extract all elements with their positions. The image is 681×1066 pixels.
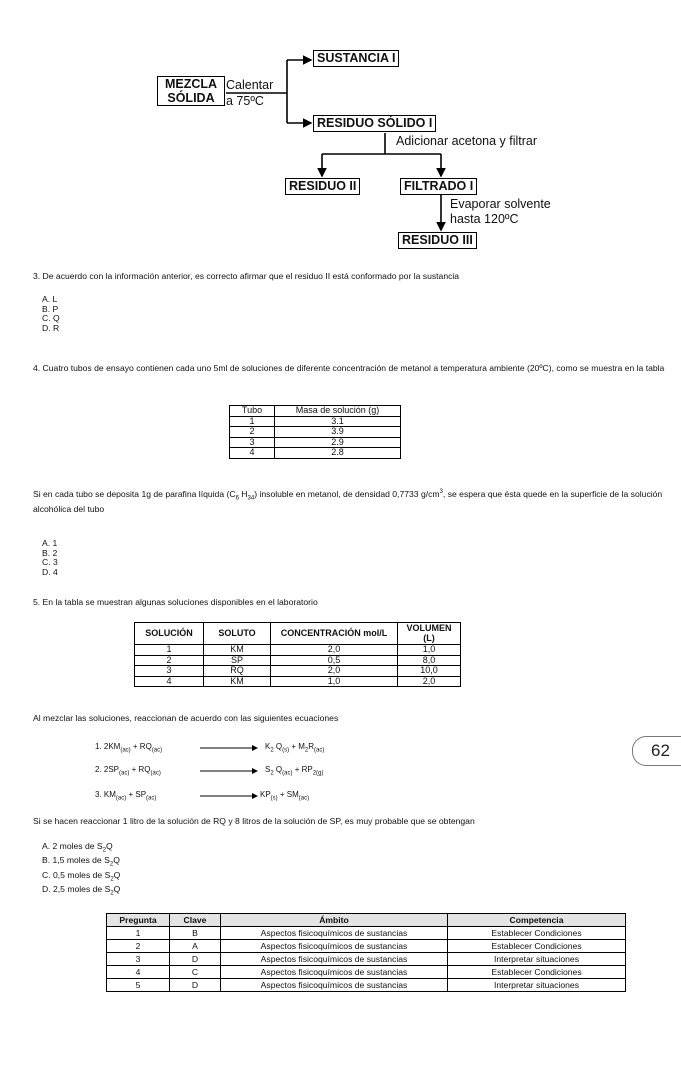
answer-key-table: [106, 913, 626, 992]
eq2-left: 2. $2SP_{(ac)} + RQ_{(ac)}$: [95, 765, 161, 777]
answer-header-scope: Ámbito: [221, 914, 448, 927]
cell: Establecer Condiciones: [448, 940, 626, 953]
mass-cell: 2.8: [275, 448, 401, 459]
concentration-header: CONCENTRACIÓN mol/L: [271, 623, 398, 645]
residue-3-box: RESIDUO III: [398, 232, 477, 249]
q5-tail: Q: [113, 855, 120, 866]
reaction-arrow: [200, 768, 258, 774]
cell: 3: [135, 666, 204, 677]
mass-cell: 3.9: [275, 427, 401, 438]
q3-option-b[interactable]: B. P: [42, 303, 59, 314]
flow-arrows: [0, 0, 681, 270]
cell: B: [170, 927, 221, 940]
mass-cell: 3.1: [275, 416, 401, 427]
q5-tail: Q: [113, 883, 121, 894]
cell: 8,0: [398, 655, 461, 666]
substance-1-box: SUSTANCIA I: [313, 50, 399, 67]
q4-option-c[interactable]: C. 3: [42, 557, 58, 568]
q3-option-d[interactable]: D. R: [42, 322, 60, 333]
q3-option-c[interactable]: C. Q: [42, 313, 60, 324]
heat-label-line-2: a 75ºC: [226, 94, 264, 108]
cell: Interpretar situaciones: [448, 953, 626, 966]
reaction-arrow: [200, 793, 258, 799]
q5-sub: 2: [110, 876, 114, 883]
tube-cell: 2: [230, 427, 275, 438]
q5-option-c[interactable]: [42, 871, 120, 885]
table-row: [107, 966, 626, 979]
cell: RQ: [204, 666, 271, 677]
cell: 2,0: [271, 666, 398, 677]
residue-solid-1-box: RESIDUO SÓLIDO I: [313, 115, 436, 132]
q5-sub: 2: [102, 847, 107, 854]
q4-option-d[interactable]: D. 4: [42, 566, 58, 577]
cell: KM: [204, 645, 271, 656]
table-row: [135, 655, 461, 666]
eq2-right: $S_2$ $Q_{(ac)} + RP_{2(g)}$: [265, 765, 324, 777]
tube-cell: 4: [230, 448, 275, 459]
q5-option-a[interactable]: [42, 842, 120, 856]
q5-option-c-text: C. 0,5 moles de S: [42, 869, 111, 880]
q4-text-part: , se espera que ésta quede en la superficie de la solución alcohólica del tubo: [33, 488, 663, 515]
equation-3: [95, 790, 355, 802]
question-5-prompt: Si se hacen reaccionar 1 litro de la solución de RQ y 8 litros de la solución de SP, es muy probable que se obtengan: [33, 816, 475, 826]
cell: 5: [107, 979, 170, 992]
cell: Establecer Condiciones: [448, 927, 626, 940]
q4-sup: 3: [439, 489, 443, 495]
cell: 2: [135, 655, 204, 666]
tube-cell: 3: [230, 437, 275, 448]
question-4-options: [42, 539, 58, 577]
table-row: [107, 979, 626, 992]
table-row: [230, 416, 401, 427]
cell: 1,0: [271, 676, 398, 687]
solutions-table: [134, 622, 461, 687]
table-row: [107, 953, 626, 966]
equation-2: [95, 765, 355, 777]
q4-option-a[interactable]: A. 1: [42, 538, 58, 548]
cell: Aspectos fisicoquímicos de sustancias: [221, 927, 448, 940]
q5-option-d-text: D. 2,5 moles de S: [42, 883, 111, 894]
answer-header-key: Clave: [170, 914, 221, 927]
q5-sub: 2: [109, 862, 114, 869]
mixture-line-1: MEZCLA: [164, 77, 218, 91]
cell: 2,0: [398, 676, 461, 687]
evaporate-line-1: Evaporar solvente: [450, 197, 551, 211]
cell: 2: [107, 940, 170, 953]
acetone-label: Adicionar acetona y filtrar: [396, 134, 538, 148]
answer-header-competence: Competencia: [448, 914, 626, 927]
answer-header-question: Pregunta: [107, 914, 170, 927]
mixture-line-2: SÓLIDA: [167, 91, 215, 105]
table-row: [230, 437, 401, 448]
cell: 4: [135, 676, 204, 687]
cell: Aspectos fisicoquímicos de sustancias: [221, 966, 448, 979]
cell: 10,0: [398, 666, 461, 677]
q4-text-part: ) insoluble en metanol, de densidad 0,7733 g/cm: [254, 488, 440, 499]
question-4-text-2: [33, 487, 673, 515]
solute-header: SOLUTO: [204, 623, 271, 645]
filtrate-1-box: FILTRADO I: [400, 178, 477, 195]
q4-sub: 6: [235, 495, 239, 502]
cell: SP: [204, 655, 271, 666]
q5-sub: 2: [110, 890, 114, 897]
reaction-arrow: [200, 745, 258, 751]
tube-table: [229, 405, 401, 459]
question-3-options: [42, 295, 60, 333]
residue-2-box: RESIDUO II: [285, 178, 360, 195]
solution-header: SOLUCIÓN: [135, 623, 204, 645]
mass-cell: 2.9: [275, 437, 401, 448]
table-row: [230, 448, 401, 459]
cell: 2,0: [271, 645, 398, 656]
question-3-text: 3. De acuerdo con la información anterior, es correcto afirmar que el residuo II está conformado por la sustancia: [33, 271, 460, 281]
table-row: [107, 940, 626, 953]
q5-option-a-text: A. 2 moles de S: [42, 841, 103, 851]
mass-header: Masa de solución (g): [275, 406, 401, 417]
q4-option-b[interactable]: B. 2: [42, 547, 58, 558]
cell: C: [170, 966, 221, 979]
volume-header: VOLUMEN (L): [398, 623, 461, 645]
table-row: [135, 645, 461, 656]
q5-option-b-text: B. 1,5 moles de S: [42, 855, 110, 866]
evaporate-line-2: hasta 120ºC: [450, 212, 519, 226]
tube-cell: 1: [230, 416, 275, 427]
heat-label-line-1: Calentar: [226, 78, 274, 92]
q5-option-b[interactable]: [42, 856, 120, 870]
mix-text: Al mezclar las soluciones, reaccionan de acuerdo con las siguientes ecuaciones: [33, 713, 339, 723]
cell: KM: [204, 676, 271, 687]
cell: 0,5: [271, 655, 398, 666]
table-row: [135, 666, 461, 677]
cell: Aspectos fisicoquímicos de sustancias: [221, 953, 448, 966]
cell: 1,0: [398, 645, 461, 656]
eq1-left: 1. $2KM_{(ac)} + RQ_{(ac)}$: [95, 742, 163, 754]
cell: D: [170, 953, 221, 966]
cell: 1: [107, 927, 170, 940]
q4-text-part: Si en cada tubo se deposita 1g de parafina líquida (C: [33, 488, 236, 499]
eq1-right: $K_2$ $Q_{(s)} + M_2R_{(ac)}$: [265, 742, 325, 754]
cell: D: [170, 979, 221, 992]
cell: A: [170, 940, 221, 953]
table-row: [135, 676, 461, 687]
table-row: [230, 427, 401, 438]
q5-tail: Q: [106, 841, 113, 851]
eq3-left: 3. $KM_{(ac)} + SP_{(ac)}$: [95, 790, 157, 802]
equation-1: [95, 742, 355, 754]
cell: 3: [107, 953, 170, 966]
cell: Establecer Condiciones: [448, 966, 626, 979]
tube-header: Tubo: [230, 406, 275, 417]
page-number-tab: 62: [632, 736, 681, 766]
question-4-text: 4. Cuatro tubos de ensayo contienen cada uno 5ml de soluciones de diferente concentración de metanol a temperatura ambiente (20ºC), como se muestra en la tabla: [33, 363, 665, 373]
cell: Interpretar situaciones: [448, 979, 626, 992]
question-5-options: [42, 842, 120, 899]
q4-text-part: H: [238, 488, 248, 499]
question-5-text: 5. En la tabla se muestran algunas soluciones disponibles en el laboratorio: [33, 597, 318, 607]
cell: 1: [135, 645, 204, 656]
q3-option-a[interactable]: A. L: [42, 294, 58, 304]
eq3-right: $KP_{(s)} + SM_{(ac)}$: [260, 790, 310, 802]
q5-option-d[interactable]: [42, 885, 120, 899]
q5-tail: Q: [113, 869, 121, 880]
q4-sub: 34: [247, 495, 255, 502]
table-row: [107, 927, 626, 940]
cell: Aspectos fisicoquímicos de sustancias: [221, 979, 448, 992]
cell: Aspectos fisicoquímicos de sustancias: [221, 940, 448, 953]
cell: 4: [107, 966, 170, 979]
